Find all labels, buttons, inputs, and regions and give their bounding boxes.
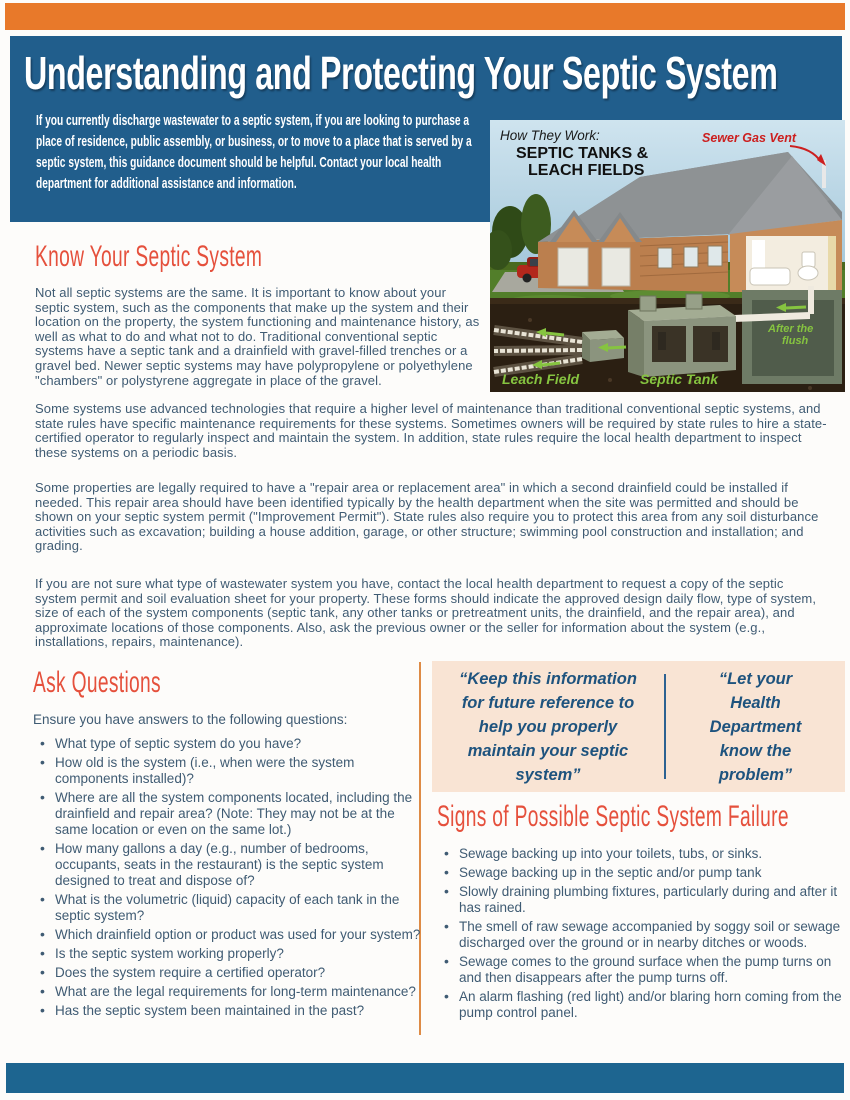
ask-questions-lead: Ensure you have answers to the following questions: (33, 712, 348, 727)
list-item: • How old is the system (i.e., when were the system components installed)? (55, 755, 427, 787)
list-item: • The smell of raw sewage accompanied by soggy soil or sewage discharged over the ground or in nearby ditches or woods. (459, 919, 850, 951)
illustration-caption-prefix: How They Work: (500, 128, 600, 143)
pull-quote-right-text: “Let your Health Department know the problem” (709, 669, 802, 784)
sewer-gas-vent-label: Sewer Gas Vent (702, 131, 797, 145)
list-item: • What is the volumetric (liquid) capacity of each tank in the septic system? (55, 892, 427, 924)
signs-of-failure-list (437, 846, 850, 1024)
top-accent-bar (5, 3, 845, 30)
list-item: • Sewage comes to the ground surface when the pump turns on and then disappears after the pump turns off. (459, 954, 850, 986)
know-paragraph-1: Not all septic systems are the same. It is important to know about your septic system, such as the components that make up the system and their location on the property, the system functioning and maintenance history, as well as what to do and what not to do. Traditional conventional septic systems have a septic tank and a drainfield with gravel-filled trenches or a gravel bed. Newer septic systems may have polypropylene or polyethylene "chambers" or polystyrene aggregate in place of the gravel. (35, 285, 480, 388)
section-heading-ask-questions: Ask Questions (33, 666, 161, 699)
know-paragraph-4: If you are not sure what type of wastewater system you have, contact the local health department to request a copy of the septic system permit and soil evaluation sheet for your property. These forms should indicate the approved design daily flow, type of system, size of each of the system components (septic tank, any other tanks or pretreatment units, the drainfield, and the repair area), and approximate locations of those components. Also, ask the previous owner or the seller for information about the system (e.g., installations, repairs, maintenance). (35, 576, 817, 650)
ask-questions-list (33, 736, 427, 1022)
list-item: • Is the septic system working properly? (55, 946, 427, 962)
pull-quote-left (432, 661, 664, 792)
list-item: • What are the legal requirements for long-term maintenance? (55, 984, 427, 1000)
section-heading-signs-of-failure: Signs of Possible Septic System Failure (437, 800, 789, 833)
pull-quote-left-text: “Keep this information for future reference to help you properly maintain your septic system” (459, 669, 637, 784)
pull-quote-right (664, 669, 845, 784)
leach-field-label: Leach Field (502, 371, 580, 387)
after-the-flush-label-line1: After the (768, 323, 814, 335)
list-item: • Sewage backing up into your toilets, tubs, or sinks. (459, 846, 850, 862)
illustration-caption-line1: SEPTIC TANKS & (516, 145, 649, 162)
page-title: Understanding and Protecting Your Septic System (24, 47, 778, 99)
after-the-flush-label-line2: flush (782, 335, 809, 347)
header-intro-text: If you currently discharge wastewater to a septic system, if you are looking to purchase a place of residence, public assembly, or business, or to move to a place that is served by a septic system, this guidance document should be helpful. Contact your local health department for additional assistance and information. (36, 112, 472, 192)
pull-quote-box (432, 661, 845, 792)
list-item: • Slowly draining plumbing fixtures, particularly during and after it has rained. (459, 884, 850, 916)
list-item: • Has the septic system been maintained in the past? (55, 1003, 427, 1019)
know-paragraph-2: Some systems use advanced technologies that require a higher level of maintenance than traditional conventional septic systems, and state rules have specific maintenance requirements for these systems. Sometimes owners will be required by state rules to hire a state-certified operator to regularly inspect and maintain the system. In addition, state rules require the local health department to inspect these systems on a periodic basis. (35, 401, 827, 460)
list-item: • Sewage backing up in the septic and/or pump tank (459, 865, 850, 881)
list-item: • Where are all the system components located, including the drainfield and repair area? (Note: They may not be at the same location or even on the same lot.) (55, 790, 427, 838)
know-paragraph-3: Some properties are legally required to have a "repair area or replacement area" in which a second drainfield could be installed if needed. This repair area should have been identified typically by the health department when the site was permitted and should be shown on your septic system permit ("Improvement Permit"). State rules also require you to protect this area from any soil disturbance activities such as excavation; building a house addition, garage, or other structure; swimming pool construction and installation; and grading. (35, 480, 819, 554)
septic-tank-label: Septic Tank (640, 371, 719, 387)
footer-accent-bar (6, 1063, 844, 1093)
list-item: • What type of septic system do you have? (55, 736, 427, 752)
list-item: • Which drainfield option or product was used for your system? (55, 927, 427, 943)
list-item: • Does the system require a certified operator? (55, 965, 427, 981)
septic-system-illustration (490, 120, 845, 392)
section-heading-know-your-septic-system: Know Your Septic System (35, 240, 263, 273)
list-item: • An alarm flashing (red light) and/or blaring horn coming from the pump control panel. (459, 989, 850, 1021)
illustration-caption-line2: LEACH FIELDS (528, 162, 645, 179)
list-item: • How many gallons a day (e.g., number of bedrooms, occupants, seats in the restaurant) is the septic system designed to treat and dispose of? (55, 841, 427, 889)
